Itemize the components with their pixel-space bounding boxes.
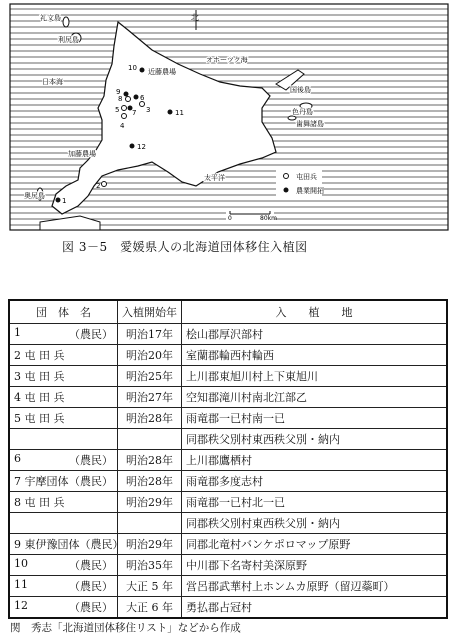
row-group-name	[9, 450, 118, 471]
settlement-table	[8, 299, 448, 619]
marker-4	[122, 114, 127, 119]
table-row	[9, 471, 447, 492]
row-group-name	[9, 429, 118, 450]
table-row	[9, 513, 447, 534]
header-place: 入 植 地	[182, 300, 448, 324]
row-place: 同郡秩父別村東西秩父別・納内	[182, 429, 448, 450]
row-number-and-name: 8 屯 田 兵	[14, 496, 65, 509]
habomai-label: 歯舞諸島	[296, 120, 324, 128]
row-group-name	[9, 387, 118, 408]
row-number-and-name: 2 屯 田 兵	[14, 349, 65, 362]
row-kind: （農民）	[69, 475, 113, 488]
svg-text:12: 12	[137, 143, 146, 151]
row-group-name	[9, 555, 118, 576]
row-year: 明治29年	[118, 492, 182, 513]
row-year: 明治20年	[118, 345, 182, 366]
row-year: 明治35年	[118, 555, 182, 576]
row-place: 営呂郡武華村上ホンムカ原野（留辺蘂町）	[182, 576, 448, 597]
row-group-name	[9, 576, 118, 597]
row-number-and-name: 12	[14, 599, 28, 612]
svg-text:80km: 80km	[260, 215, 277, 222]
marker-2	[102, 182, 107, 187]
table-row	[9, 408, 447, 429]
row-place: 雨竜郡一已村南一已	[182, 408, 448, 429]
row-group-name	[9, 597, 118, 619]
row-place: 同郡北竜村バンケポロマップ原野	[182, 534, 448, 555]
svg-text:5: 5	[115, 106, 120, 114]
svg-text:4: 4	[120, 122, 125, 130]
row-group-name	[9, 366, 118, 387]
table-row	[9, 345, 447, 366]
header-year: 入植開始年	[118, 300, 182, 324]
table-row	[9, 429, 447, 450]
row-group-name	[9, 324, 118, 345]
row-place: 空知郡滝川村南北江部乙	[182, 387, 448, 408]
figure-caption: 図 3－5 愛媛県人の北海道団体移住入植図	[62, 240, 308, 254]
okhotsk-label: オホーツク海	[206, 56, 248, 64]
svg-text:11: 11	[175, 109, 184, 117]
row-year	[118, 429, 182, 450]
svg-text:9: 9	[116, 88, 121, 96]
row-year: 大正 6 年	[118, 597, 182, 619]
row-group-name	[9, 471, 118, 492]
kunashiri-label: 国後島	[290, 86, 311, 94]
okushiri-label: 奥尻島	[24, 192, 45, 200]
japan-sea-label: 日本海	[42, 78, 63, 86]
svg-text:7: 7	[132, 109, 137, 117]
source-note: 関 秀志「北海道団体移住リスト」などから作成	[10, 622, 241, 634]
marker-8	[126, 97, 131, 102]
table-row	[9, 492, 447, 513]
row-place: 同郡秩父別村東西秩父別・納内	[182, 513, 448, 534]
marker-1	[56, 198, 61, 203]
table-header-row	[9, 300, 447, 324]
row-year	[118, 513, 182, 534]
table-row	[9, 366, 447, 387]
legend-tondenhei: 屯田兵	[296, 173, 317, 181]
shikotan-label: 色丹島	[292, 108, 313, 116]
scale-bar	[226, 208, 277, 222]
row-year: 明治29年	[118, 534, 182, 555]
row-year: 明治27年	[118, 387, 182, 408]
table-row	[9, 450, 447, 471]
row-year: 大正 5 年	[118, 576, 182, 597]
marker-10	[140, 68, 145, 73]
table-row	[9, 576, 447, 597]
row-kind: （農民）	[69, 580, 113, 593]
row-year: 明治25年	[118, 366, 182, 387]
north-label: 北	[191, 13, 199, 22]
habomai-island	[288, 116, 296, 120]
kondo-farm-label: 近藤農場	[148, 68, 176, 76]
pacific-label: 太平洋	[204, 174, 225, 182]
row-number-and-name: 7 宇摩団体	[14, 475, 69, 488]
row-year: 明治17年	[118, 324, 182, 345]
row-kind: （農民）	[69, 601, 113, 614]
row-number-and-name: 6	[14, 452, 21, 465]
row-place: 上川郡鷹栖村	[182, 450, 448, 471]
svg-text:8: 8	[118, 95, 123, 103]
table-row	[9, 387, 447, 408]
marker-12	[130, 144, 135, 149]
row-group-name	[9, 492, 118, 513]
svg-text:10: 10	[128, 64, 137, 72]
row-place: 上川郡東旭川村上下東旭川	[182, 366, 448, 387]
rebun-island	[63, 17, 69, 27]
marker-6	[134, 95, 139, 100]
row-kind: （農民）	[69, 328, 113, 341]
row-year: 明治28年	[118, 471, 182, 492]
svg-text:3: 3	[146, 106, 151, 114]
row-number-and-name: 4 屯 田 兵	[14, 391, 65, 404]
table-row	[9, 597, 447, 619]
row-group-name	[9, 345, 118, 366]
table-row	[9, 555, 447, 576]
hokkaido-map	[0, 0, 458, 232]
row-year: 明治28年	[118, 408, 182, 429]
rebun-label: 礼文島	[40, 14, 61, 22]
table-row	[9, 534, 447, 555]
row-number-and-name: 1	[14, 326, 21, 339]
marker-11	[168, 110, 173, 115]
table-row	[9, 324, 447, 345]
row-year: 明治28年	[118, 450, 182, 471]
row-number-and-name: 10	[14, 557, 28, 570]
row-group-name	[9, 408, 118, 429]
kato-farm-label: 加藤農場	[68, 150, 96, 158]
row-place: 桧山郡厚沢部村	[182, 324, 448, 345]
marker-3	[140, 102, 145, 107]
row-number-and-name: 3 屯 田 兵	[14, 370, 65, 383]
row-place: 室蘭郡輪西村輪西	[182, 345, 448, 366]
marker-5	[122, 106, 127, 111]
row-group-name	[9, 534, 124, 555]
row-kind: （農民）	[69, 454, 113, 467]
header-name: 団 体 名	[9, 300, 118, 324]
svg-text:6: 6	[140, 94, 145, 102]
row-number-and-name: 5 屯 田 兵	[14, 412, 65, 425]
row-place: 中川郡下名寄村美深原野	[182, 555, 448, 576]
svg-text:1: 1	[62, 197, 67, 205]
row-place: 勇払郡占冠村	[182, 597, 448, 619]
marker-9	[124, 92, 129, 97]
row-number-and-name: 11	[14, 578, 28, 591]
row-group-name	[9, 513, 118, 534]
row-kind: （農民）	[69, 559, 113, 572]
svg-text:0: 0	[228, 215, 232, 222]
svg-text:2: 2	[96, 182, 101, 190]
row-number-and-name: 9 東伊豫団体	[14, 538, 80, 551]
rishiri-label: 利尻島	[58, 36, 79, 44]
row-kind: （農民）	[79, 538, 124, 551]
map-legend	[276, 168, 324, 198]
row-place: 雨竜郡一已村北一已	[182, 492, 448, 513]
legend-nomin: 農業開拓	[296, 187, 324, 195]
row-place: 雨竜郡多度志村	[182, 471, 448, 492]
